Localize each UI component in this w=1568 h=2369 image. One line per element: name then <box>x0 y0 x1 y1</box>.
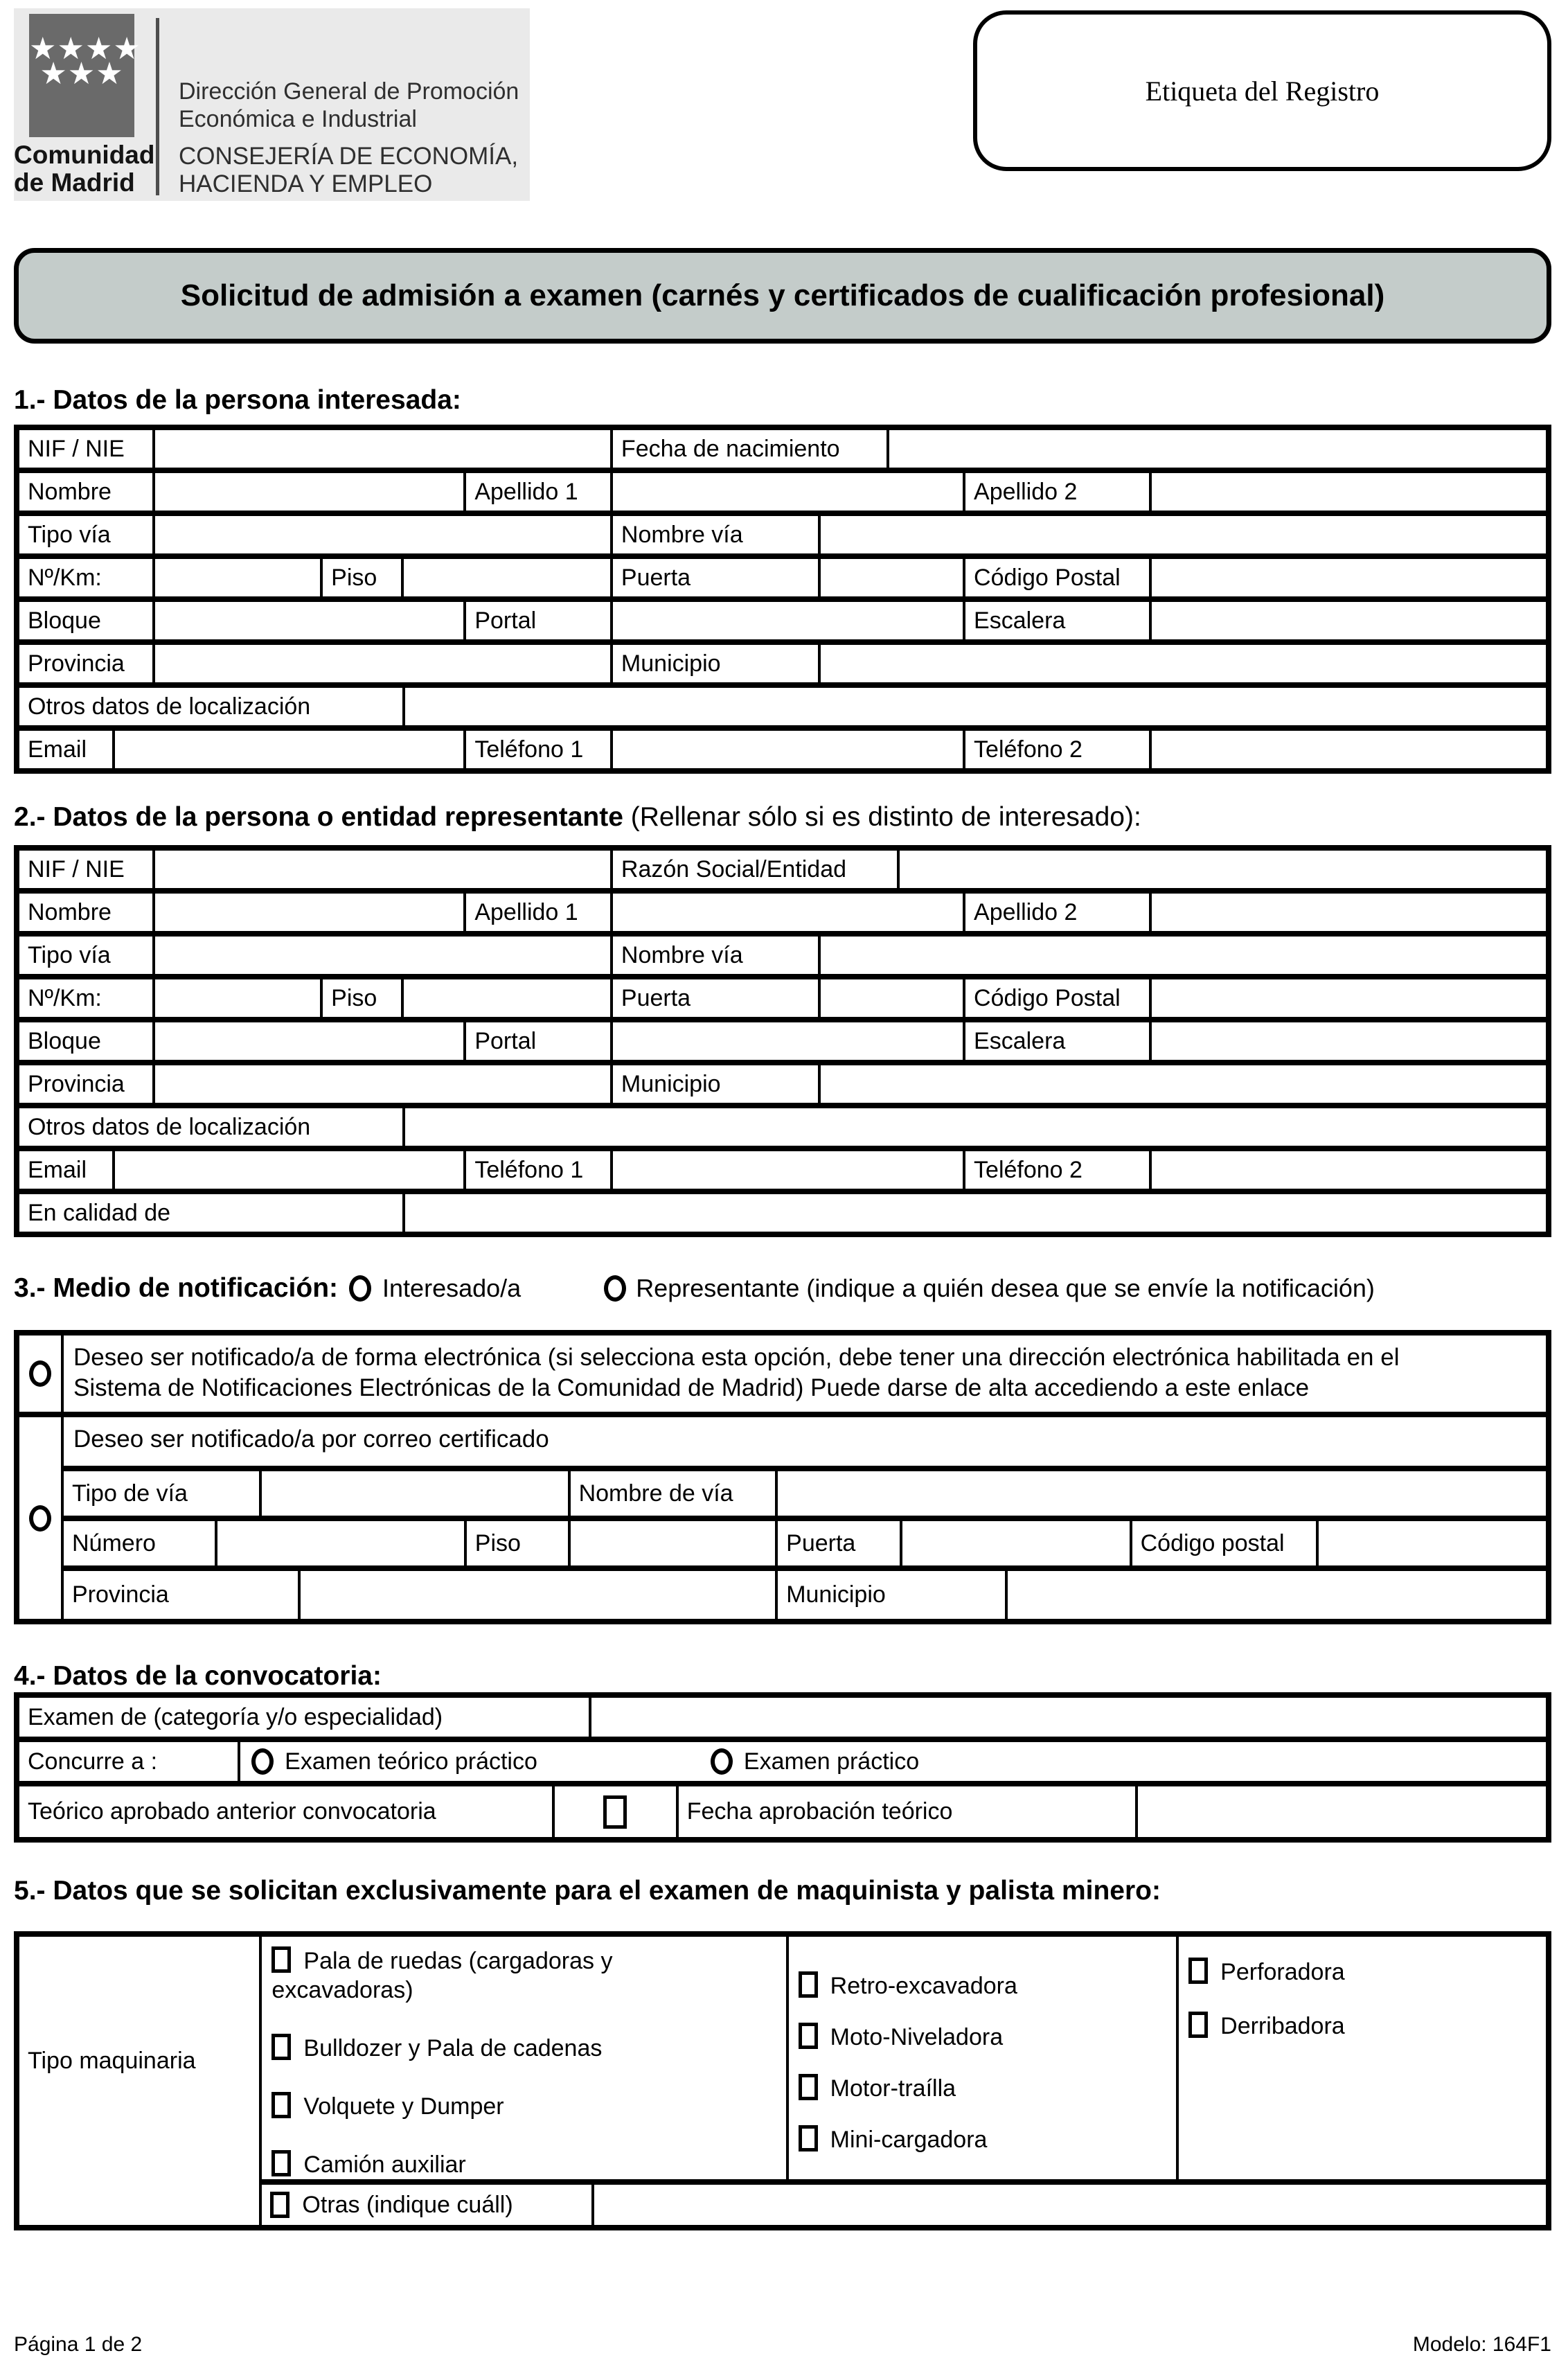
s3-provincia-label: Provincia <box>72 1581 169 1608</box>
table-row <box>19 553 1546 596</box>
machinery-option <box>271 1946 673 2005</box>
s1-nif-label: NIF / NIE <box>28 435 125 462</box>
s2-puerta-input[interactable] <box>818 979 963 1017</box>
s1-num-km-label: Nº/Km: <box>28 564 102 591</box>
section2-heading-bold: 2.- Datos de la persona o entidad representante <box>14 802 623 832</box>
s3-nombre-de-via-label: Nombre de vía <box>568 1471 776 1516</box>
retro-excavadora-checkbox[interactable] <box>799 1971 818 1998</box>
s2-num-km-label: Nº/Km: <box>28 984 102 1011</box>
org-line2: HACIENDA Y EMPLEO <box>179 170 433 197</box>
s2-telefono2-input[interactable] <box>1149 1151 1546 1189</box>
s2-telefono1-label: Teléfono 1 <box>463 1151 610 1189</box>
mini-cargadora-label: Mini-cargadora <box>830 2127 988 2153</box>
section1-heading: 1.- Datos de la persona interesada: <box>14 385 461 415</box>
s2-codigo-postal-label: Código Postal <box>963 979 1149 1017</box>
s1-provincia-label: Provincia <box>28 650 125 677</box>
otras-input[interactable] <box>594 2185 1546 2225</box>
s1-codigo-postal-label: Código Postal <box>963 559 1149 596</box>
table-row <box>19 1146 1546 1189</box>
s2-portal-input[interactable] <box>610 1022 963 1060</box>
s4-teorico-aprobado-checkbox-cell <box>552 1786 676 1837</box>
s2-nombre-via-input[interactable] <box>818 937 1546 974</box>
bulldozer-checkbox[interactable] <box>271 2034 291 2060</box>
s2-escalera-input[interactable] <box>1149 1022 1546 1060</box>
s2-piso-input[interactable] <box>401 979 610 1017</box>
s1-municipio-input[interactable] <box>818 645 1546 682</box>
s1-puerta-label: Puerta <box>610 559 818 596</box>
s1-apellido1-label: Apellido 1 <box>463 473 610 511</box>
notify-interesado-label: Interesado/a <box>382 1274 522 1302</box>
s1-bloque-input[interactable] <box>152 602 464 639</box>
s2-en-calidad-de-label: En calidad de <box>28 1199 171 1226</box>
otras-label: Otras (indique cuáll) <box>302 2191 513 2218</box>
s2-apellido1-label: Apellido 1 <box>463 894 610 931</box>
s1-nif-input[interactable] <box>152 430 610 468</box>
dept-line2: Económica e Industrial <box>179 106 417 132</box>
table-row <box>19 851 1546 888</box>
derribadora-label: Derribadora <box>1220 2013 1345 2039</box>
s2-email-input[interactable] <box>112 1151 463 1189</box>
machinery-option <box>271 2150 776 2179</box>
s3-puerta-label: Puerta <box>775 1521 900 1565</box>
s2-provincia-label: Provincia <box>28 1070 125 1097</box>
electronic-radio-cell <box>19 1336 64 1412</box>
s3-codigo-postal-label: Código postal <box>1130 1521 1317 1565</box>
s2-nombre-label: Nombre <box>28 898 112 925</box>
s4-concurre-options <box>238 1742 1546 1781</box>
moto-niveladora-checkbox[interactable] <box>799 2023 818 2049</box>
s1-nombre-via-input[interactable] <box>818 516 1546 553</box>
section2-table <box>14 845 1551 1237</box>
model-number: Modelo: 164F1 <box>1412 2333 1551 2356</box>
section4-heading: 4.- Datos de la convocatoria: <box>14 1661 382 1691</box>
s2-escalera-label: Escalera <box>963 1022 1149 1060</box>
machinery-col1 <box>262 1937 785 2179</box>
otras-row <box>262 2179 1546 2225</box>
s1-portal-label: Portal <box>463 602 610 639</box>
s3-numero-input[interactable] <box>215 1521 464 1565</box>
s2-bloque-input[interactable] <box>152 1022 464 1060</box>
otras-checkbox[interactable] <box>270 2192 289 2218</box>
table-row <box>19 1017 1546 1060</box>
volquete-label: Volquete y Dumper <box>303 2093 504 2120</box>
madrid-flag-icon <box>29 14 141 137</box>
s3-piso-label: Piso <box>464 1521 568 1565</box>
s2-tipo-via-input[interactable] <box>152 937 610 974</box>
machinery-option <box>799 2125 1166 2154</box>
mail-address-subtable <box>64 1466 1546 1619</box>
machinery-option <box>271 2092 776 2121</box>
s1-escalera-input[interactable] <box>1149 602 1546 639</box>
s2-puerta-label: Puerta <box>610 979 818 1017</box>
s1-nombre-label: Nombre <box>28 478 112 505</box>
s2-razon-social-label: Razón Social/Entidad <box>610 851 897 888</box>
notify-mail-row <box>19 1412 1546 1619</box>
machinery-col2 <box>786 1937 1176 2179</box>
machinery-option <box>799 2074 1166 2103</box>
s1-telefono2-input[interactable] <box>1149 731 1546 768</box>
camion-auxiliar-label: Camión auxiliar <box>303 2151 466 2178</box>
s1-telefono1-input[interactable] <box>610 731 963 768</box>
s1-piso-label: Piso <box>320 559 401 596</box>
s1-tipo-via-label: Tipo vía <box>28 521 111 548</box>
machinery-option <box>1188 2012 1536 2041</box>
dept-line1: Dirección General de Promoción <box>179 78 519 105</box>
electronic-text-cell <box>64 1336 1546 1412</box>
table-row <box>19 1189 1546 1232</box>
s2-telefono2-label: Teléfono 2 <box>963 1151 1149 1189</box>
form-title: Solicitud de admisión a examen (carnés y certificados de cualificación profesional) <box>180 278 1385 312</box>
s5-tipo-maquinaria-label: Tipo maquinaria <box>19 1937 262 2225</box>
s3-municipio-input[interactable] <box>1005 1571 1546 1619</box>
s1-email-input[interactable] <box>112 731 463 768</box>
section3-table <box>14 1330 1551 1624</box>
teorico-aprobado-checkbox[interactable] <box>603 1795 627 1829</box>
volquete-checkbox[interactable] <box>271 2092 291 2118</box>
s3-municipio-label: Municipio <box>775 1571 1005 1619</box>
electronic-text-line2: Sistema de Notificaciones Electrónicas de la Comunidad de Madrid) Puede darse de alta accediendo a este enlace <box>73 1374 1310 1401</box>
s2-provincia-input[interactable] <box>152 1065 610 1103</box>
s1-otros-datos-input[interactable] <box>402 688 1546 725</box>
s1-telefono2-label: Teléfono 2 <box>963 731 1149 768</box>
s1-piso-input[interactable] <box>401 559 610 596</box>
retro-excavadora-label: Retro-excavadora <box>830 1973 1017 1999</box>
mail-text: Deseo ser notificado/a por correo certificado <box>73 1426 549 1453</box>
pala-de-ruedas-checkbox[interactable] <box>271 1946 291 1973</box>
s3-codigo-postal-input[interactable] <box>1316 1521 1546 1565</box>
table-row <box>64 1516 1546 1565</box>
s2-portal-label: Portal <box>463 1022 610 1060</box>
s1-telefono1-label: Teléfono 1 <box>463 731 610 768</box>
s1-escalera-label: Escalera <box>963 602 1149 639</box>
table-row <box>19 430 1546 468</box>
notify-electronic-row <box>19 1336 1546 1412</box>
s1-tipo-via-input[interactable] <box>152 516 610 553</box>
s1-puerta-input[interactable] <box>818 559 963 596</box>
s2-bloque-label: Bloque <box>28 1027 101 1054</box>
section4-table <box>14 1692 1551 1843</box>
machinery-col3 <box>1176 1937 1546 2179</box>
flag-stars-row1: ★★★★ <box>29 32 141 66</box>
s2-email-label: Email <box>28 1156 87 1183</box>
s1-num-km-input[interactable] <box>152 559 320 596</box>
s2-apellido2-input[interactable] <box>1149 894 1546 931</box>
mini-cargadora-checkbox[interactable] <box>799 2125 818 2151</box>
s4-teorico-aprobado-label: Teórico aprobado anterior convocatoria <box>28 1798 436 1825</box>
s1-portal-input[interactable] <box>610 602 963 639</box>
camion-auxiliar-checkbox[interactable] <box>271 2150 291 2176</box>
s3-piso-input[interactable] <box>568 1521 776 1565</box>
s2-apellido2-label: Apellido 2 <box>963 894 1149 931</box>
form-title-bar <box>14 248 1551 344</box>
pala-de-ruedas-label: Pala de ruedas (cargadoras y excavadoras) <box>271 1948 613 2003</box>
s4-fecha-aprobacion-label: Fecha aprobación teórico <box>676 1786 1135 1837</box>
s2-telefono1-input[interactable] <box>610 1151 963 1189</box>
moto-niveladora-label: Moto-Niveladora <box>830 2024 1004 2050</box>
machinery-option <box>799 2023 1166 2052</box>
table-row <box>19 1781 1546 1837</box>
perforadora-checkbox[interactable] <box>1188 1958 1208 1984</box>
examen-teorico-practico-label: Examen teórico práctico <box>285 1748 537 1775</box>
s2-nombre-via-label: Nombre vía <box>610 937 818 974</box>
notify-representante-label: Representante (indique a quién desea que se envíe la notificación) <box>636 1274 1375 1302</box>
s4-concurre-a-label: Concurre a : <box>28 1748 158 1775</box>
s2-tipo-via-label: Tipo vía <box>28 941 111 968</box>
s2-piso-label: Piso <box>320 979 401 1017</box>
s1-otros-datos-label: Otros datos de localización <box>28 693 311 720</box>
table-row <box>19 974 1546 1017</box>
machinery-option <box>799 1971 1166 2000</box>
table-row <box>19 1103 1546 1146</box>
page-number: Página 1 de 2 <box>14 2333 143 2356</box>
mail-radio[interactable] <box>29 1505 51 1532</box>
electronic-radio[interactable] <box>29 1360 51 1387</box>
section5-heading: 5.- Datos que se solicitan exclusivamente para el examen de maquinista y palista minero: <box>14 1876 1161 1906</box>
section2-heading <box>14 802 1141 833</box>
s1-bloque-label: Bloque <box>28 607 101 634</box>
table-row <box>64 1471 1546 1516</box>
notify-interesado-radio[interactable] <box>349 1275 371 1302</box>
s3-tipo-de-via-input[interactable] <box>259 1471 567 1516</box>
s3-tipo-de-via-label: Tipo de vía <box>72 1480 188 1507</box>
s2-municipio-input[interactable] <box>818 1065 1546 1103</box>
otras-cell <box>262 2185 594 2225</box>
table-row <box>19 596 1546 639</box>
flag-stars-row2: ★★★ <box>39 57 124 91</box>
s2-nif-label: NIF / NIE <box>28 855 125 882</box>
s1-fecha-nacimiento-input[interactable] <box>887 430 1546 468</box>
table-row <box>19 1737 1546 1781</box>
s3-nombre-de-via-input[interactable] <box>775 1471 1546 1516</box>
section3-heading: 3.- Medio de notificación: <box>14 1273 339 1303</box>
section5-table <box>14 1931 1551 2230</box>
s3-provincia-input[interactable] <box>298 1571 775 1619</box>
s4-examen-de-label: Examen de (categoría y/o especialidad) <box>28 1703 443 1730</box>
table-row <box>19 639 1546 682</box>
motor-trailla-label: Motor-traílla <box>830 2075 956 2102</box>
s2-apellido1-input[interactable] <box>610 894 963 931</box>
machinery-columns <box>262 1937 1546 2179</box>
s1-municipio-label: Municipio <box>610 645 818 682</box>
s3-puerta-input[interactable] <box>900 1521 1130 1565</box>
s2-otros-datos-input[interactable] <box>402 1108 1546 1146</box>
s1-codigo-postal-input[interactable] <box>1149 559 1546 596</box>
table-row <box>19 511 1546 553</box>
motor-trailla-checkbox[interactable] <box>799 2074 818 2100</box>
notify-representante-radio[interactable] <box>604 1275 626 1302</box>
machinery-option <box>271 2034 776 2063</box>
s2-codigo-postal-input[interactable] <box>1149 979 1546 1017</box>
s2-nombre-input[interactable] <box>152 894 464 931</box>
s2-num-km-input[interactable] <box>152 979 320 1017</box>
registry-label-text: Etiqueta del Registro <box>1145 75 1380 107</box>
table-row <box>19 931 1546 974</box>
s4-fecha-aprobacion-input[interactable] <box>1135 1786 1546 1837</box>
machinery-option <box>1188 1958 1536 1987</box>
section1-table <box>14 425 1551 774</box>
s1-nombre-via-label: Nombre vía <box>610 516 818 553</box>
logo-divider <box>156 18 159 195</box>
madrid-logo <box>14 8 530 201</box>
derribadora-checkbox[interactable] <box>1188 2012 1208 2038</box>
examen-teorico-practico-radio[interactable] <box>251 1748 274 1775</box>
s2-en-calidad-de-input[interactable] <box>402 1194 1546 1232</box>
table-row <box>19 468 1546 511</box>
s1-provincia-input[interactable] <box>152 645 610 682</box>
s4-examen-de-input[interactable] <box>589 1698 1546 1737</box>
table-row <box>19 682 1546 725</box>
s1-apellido2-input[interactable] <box>1149 473 1546 511</box>
examen-practico-radio[interactable] <box>711 1748 733 1775</box>
s2-municipio-label: Municipio <box>610 1065 818 1103</box>
s3-numero-label: Número <box>72 1529 156 1556</box>
s2-nif-input[interactable] <box>152 851 610 888</box>
mail-radio-cell <box>19 1417 64 1619</box>
table-row <box>19 888 1546 931</box>
s1-apellido2-label: Apellido 2 <box>963 473 1149 511</box>
section3-heading-row <box>14 1273 1551 1304</box>
s1-nombre-input[interactable] <box>152 473 464 511</box>
s1-fecha-nacimiento-label: Fecha de nacimiento <box>610 430 887 468</box>
table-row <box>64 1565 1546 1619</box>
examen-practico-label: Examen práctico <box>743 1748 920 1775</box>
registry-label-box <box>973 10 1551 171</box>
table-row <box>19 1698 1546 1737</box>
region-name: Comunidad de Madrid <box>14 141 155 197</box>
bulldozer-label: Bulldozer y Pala de cadenas <box>303 2035 603 2061</box>
table-row <box>19 1060 1546 1103</box>
s1-email-label: Email <box>28 736 87 763</box>
logo-text <box>179 78 519 198</box>
s1-apellido1-input[interactable] <box>610 473 963 511</box>
org-line1: CONSEJERÍA DE ECONOMÍA, <box>179 143 519 170</box>
s2-razon-social-input[interactable] <box>897 851 1546 888</box>
electronic-text-line1: Deseo ser notificado/a de forma electrónica (si selecciona esta opción, debe tener una dirección electrónica habilitada en el <box>73 1344 1400 1371</box>
table-row <box>19 725 1546 768</box>
s2-otros-datos-label: Otros datos de localización <box>28 1113 311 1140</box>
perforadora-label: Perforadora <box>1220 1959 1345 1985</box>
section2-heading-note: (Rellenar sólo si es distinto de interesado): <box>623 802 1141 832</box>
